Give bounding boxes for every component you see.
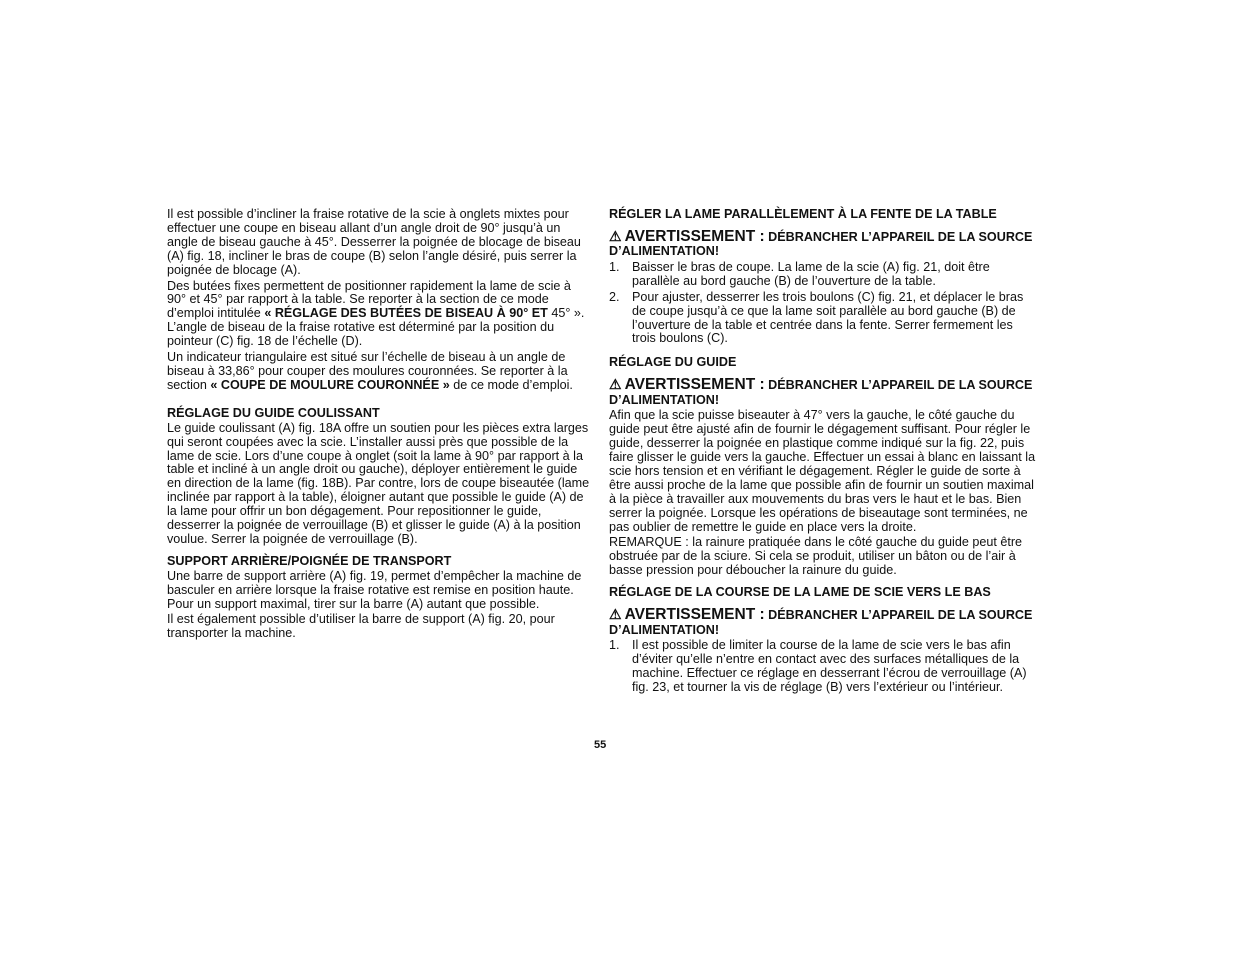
spacer: [167, 395, 591, 407]
list-item: 2. Pour ajuster, desserrer les trois boulons (C) fig. 21, et déplacer le bras de coupe jusqu’à ce que la lame soit parallèle au bord gauche (B) de l’ouverture de la table et centrée dans la fente. Serrer fermement les trois boulons (C).: [609, 289, 1024, 346]
crown-indicator-paragraph: Un indicateur triangulaire est situé sur l’échelle de biseau à un angle de biseau à 33,86° pour couper des moulures couronnées. Se reporter à la section « COUPE DE MOULURE COURONNÉE » de ce mode d’emploi.: [167, 350, 573, 392]
bevel-paragraph: Il est possible d’incliner la fraise rotative de la scie à onglets mixtes pour effectuer une coupe en biseau allant d’un angle droit de 90° jusqu’à un angle de biseau gauche à 45°. Desserrer la poignée de blocage de biseau (A) fig. 18, incliner le bras de coupe (B) selon l’angle désiré, puis serrer la poignée de blocage (A).: [167, 207, 581, 277]
fence-note-paragraph: REMARQUE : la rainure pratiquée dans le côté gauche du guide peut être obstruée par de la sciure. Si cela se produit, utiliser un bâton ou de l’air à basse pression pour déboucher la rainure du guide.: [609, 535, 1023, 578]
warning-unplug-3: ⚠ AVERTISSEMENT : DÉBRANCHER L’APPAREIL DE LA SOURCE D’ALIMENTATION!: [609, 606, 1033, 637]
left-column: [167, 208, 591, 643]
warning-unplug-2: ⚠ AVERTISSEMENT : DÉBRANCHER L’APPAREIL DE LA SOURCE D’ALIMENTATION!: [609, 376, 1033, 407]
fence-paragraph: Afin que la scie puisse biseauter à 47° vers la gauche, le côté gauche du guide peut être ajusté afin de fournir le dégagement suffisant. Pour régler le guide, desserrer la poignée en plastique comme indiqué sur la fig. 22, puis faire glisser le guide vers la gauche. Effectuer un essai à blanc en laissant la scie hors tension et en vérifiant le dégagement. Régler le guide de sorte à être aussi proche de la lame que possible afin de fournir un soutien maximal à la pièce à travailler aux mouvements du bras vers le haut et le bas. Bien serrer la poignée. Lorsque les opérations de biseautage sont terminées, ne pas oublier de remettre le guide en place vers la droite.: [609, 408, 1036, 534]
right-column: [609, 208, 1037, 705]
bevel-stops-paragraph: Des butées fixes permettent de positionner rapidement la lame de scie à 90° et 45° par rapport à la table. Se reporter à la section de ce mode d’emploi intitulée « RÉGLAGE DES BUTÉES DE BISEAU À 90° ET 45° ». L’angle de biseau de la fraise rotative est déterminé par la position du pointeur (C) fig. 18 de l’échelle (D).: [167, 278, 585, 349]
heading-fence-adjustment: RÉGLAGE DU GUIDE: [609, 355, 737, 370]
list-item: 1. Baisser le bras de coupe. La lame de la scie (A) fig. 21, doit être parallèle au bord gauche (B) de l’ouverture de la table.: [609, 259, 990, 288]
heading-sliding-fence: RÉGLAGE DU GUIDE COULISSANT: [167, 405, 380, 420]
warning-triangle-icon: ⚠: [609, 606, 622, 623]
page-number: 55: [594, 739, 607, 751]
warning-triangle-icon: ⚠: [609, 376, 622, 393]
carry-handle-paragraph: Il est également possible d’utiliser la barre de support (A) fig. 20, pour transporter la machine.: [167, 612, 555, 641]
list-item: 1. Il est possible de limiter la course de la lame de scie vers le bas afin d’éviter qu’elle n’entre en contact avec des surfaces métalliques de la machine. Effectuer ce réglage en desserrant l’écrou de verrouillage (A) fig. 23, et tourner la vis de réglage (B) vers l’extérieur ou l’intérieur.: [609, 638, 1027, 694]
warning-triangle-icon: ⚠: [609, 227, 622, 244]
warning-unplug-1: ⚠ AVERTISSEMENT : DÉBRANCHER L’APPAREIL DE LA SOURCE D’ALIMENTATION!: [609, 227, 1033, 259]
depth-steps-list: [609, 639, 1037, 695]
heading-depth-stop: RÉGLAGE DE LA COURSE DE LA LAME DE SCIE VERS LE BAS: [609, 585, 991, 600]
parallel-steps-list: [609, 261, 1037, 346]
heading-rear-support: SUPPORT ARRIÈRE/POIGNÉE DE TRANSPORT: [167, 553, 452, 568]
rear-support-paragraph: Une barre de support arrière (A) fig. 19, permet d’empêcher la machine de basculer en arrière lorsque la fraise rotative est remise en position haute. Pour un support maximal, tirer sur la barre (A) autant que possible.: [167, 568, 582, 611]
heading-blade-parallel: RÉGLER LA LAME PARALLÈLEMENT À LA FENTE DE LA TABLE: [609, 207, 997, 221]
sliding-fence-paragraph: Le guide coulissant (A) fig. 18A offre un soutien pour les pièces extra larges qui seront coupées avec la scie. L’installer aussi près que possible de la lame de scie. Lors d’une coupe à onglet (soit la lame à 90° par rapport à la table et incliné à un angle droit ou gauche), déployer entièrement le guide en direction de la lame (fig. 18B). Par contre, lors de coupe biseautée (lame inclinée par rapport à la table), éloigner autant que possible le guide (A) de la lame pour offrir un bon dégagement. Pour repositionner le guide, desserrer la poignée de verrouillage (B) et glisser le guide (A) à la position voulue. Serrer la poignée de verrouillage (B).: [167, 420, 590, 546]
